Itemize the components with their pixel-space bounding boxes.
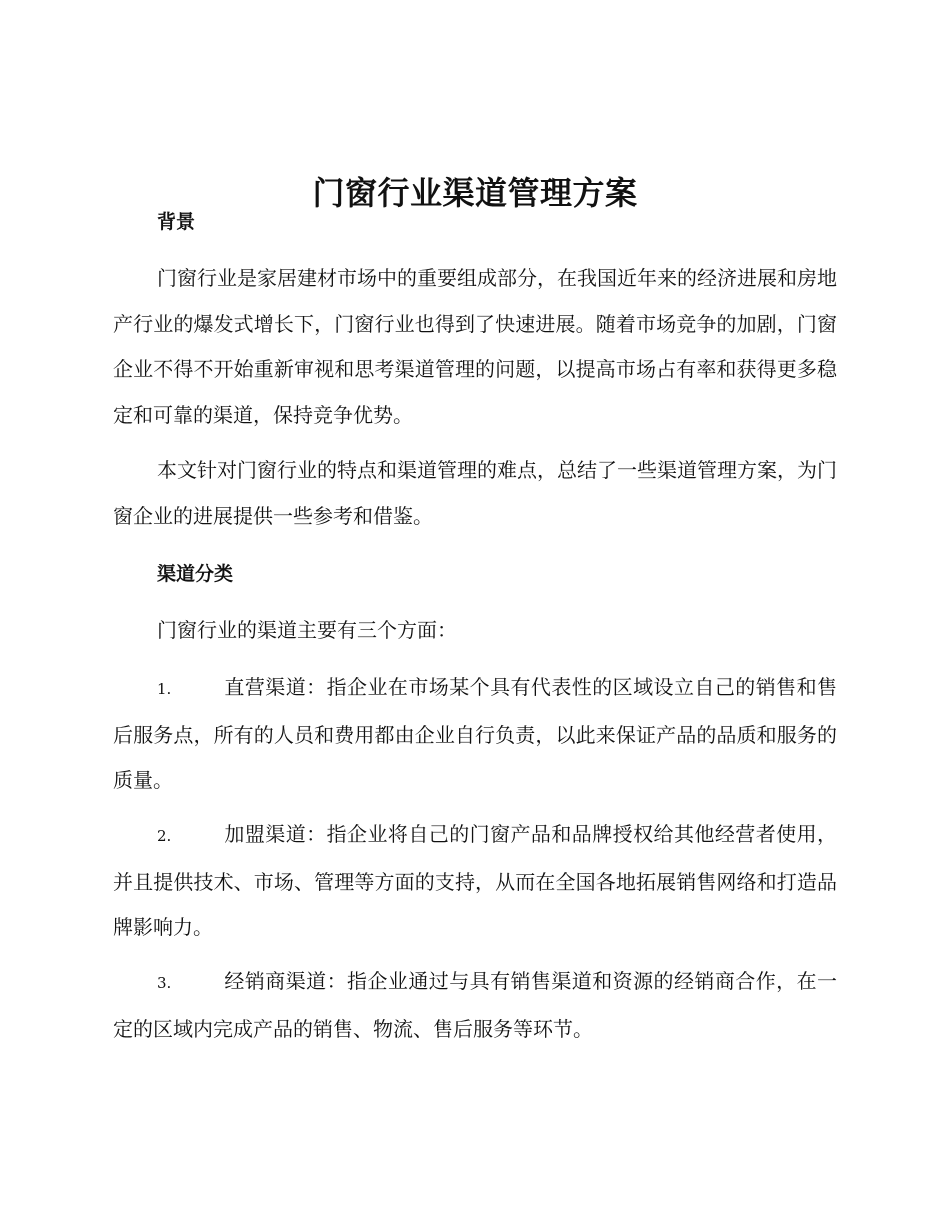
list-item-distributor-channel	[113, 959, 837, 1052]
section-heading-channel-types: 渠道分类	[157, 563, 234, 585]
list-item-direct-channel	[113, 665, 837, 804]
list-item-text: 经销商渠道：指企业通过与具有销售渠道和资源的经销商合作，在一定的区域内完成产品的销售、物流、售后服务等环节。	[113, 969, 837, 1041]
section-heading-background: 背景	[157, 211, 196, 233]
channel-intro-paragraph: 门窗行业的渠道主要有三个方面：	[157, 618, 457, 642]
background-paragraph-2: 本文针对门窗行业的特点和渠道管理的难点，总结了一些渠道管理方案，为门窗企业的进展提供一些参考和借鉴。	[113, 458, 837, 528]
list-number: 2.	[157, 827, 172, 845]
list-item-franchise-channel	[113, 812, 837, 951]
list-item-text: 加盟渠道：指企业将自己的门窗产品和品牌授权给其他经营者使用，并且提供技术、市场、管理等方面的支持，从而在全国各地拓展销售网络和打造品牌影响力。	[113, 822, 837, 939]
list-number: 1.	[157, 680, 172, 698]
page-title: 门窗行业渠道管理方案	[312, 174, 638, 213]
list-number: 3.	[157, 974, 172, 992]
list-item-text: 直营渠道：指企业在市场某个具有代表性的区域设立自己的销售和售后服务点，所有的人员和费用都由企业自行负责，以此来保证产品的品质和服务的质量。	[113, 675, 837, 792]
background-paragraph-1: 门窗行业是家居建材市场中的重要组成部分，在我国近年来的经济进展和房地产行业的爆发式增长下，门窗行业也得到了快速进展。随着市场竞争的加剧，门窗企业不得不开始重新审视和思考渠道管理的问题，以提高市场占有率和获得更多稳定和可靠的渠道，保持竞争优势。	[113, 266, 837, 427]
